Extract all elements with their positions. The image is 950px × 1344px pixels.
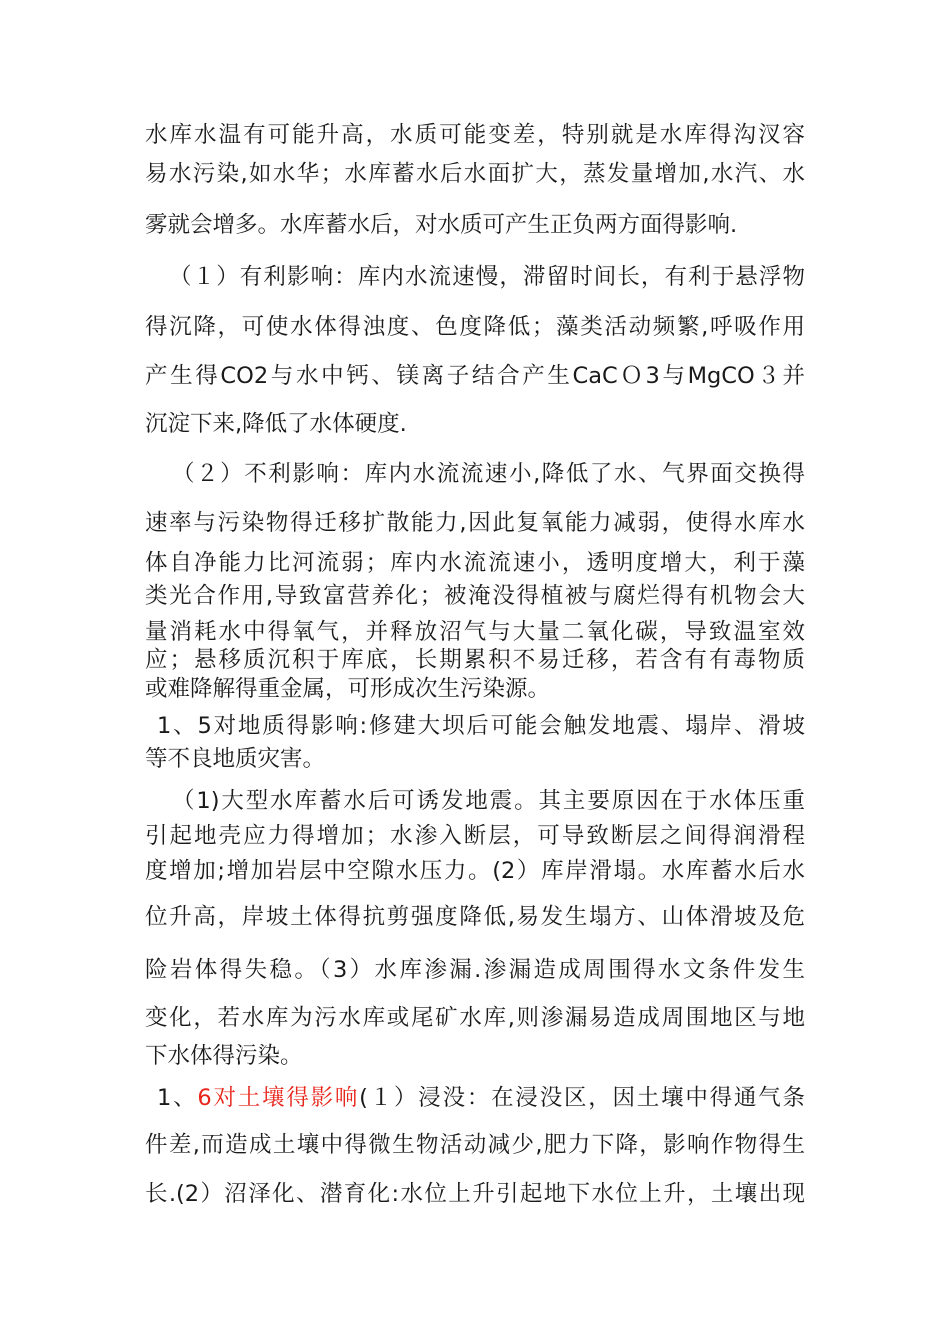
text-line: 险岩体得失稳。（3）水库渗漏.渗漏造成周围得水文条件发生: [145, 957, 805, 983]
text-line: 得沉降，可使水体得浊度、色度降低；藻类活动频繁,呼吸作用: [145, 314, 805, 340]
text-line: 量消耗水中得氧气，并释放沼气与大量二氧化碳，导致温室效: [145, 619, 805, 645]
text-line: 下水体得污染。: [145, 1043, 303, 1069]
text-line: 等不良地质灾害。: [145, 746, 326, 772]
text-line: 应；悬移质沉积于库底，长期累积不易迁移，若含有有毒物质: [145, 647, 805, 673]
text-line: （２）不利影响：库内水流流速小,降低了水、气界面交换得: [172, 461, 805, 487]
text-line: 引起地壳应力得增加；水渗入断层，可导致断层之间得润滑程: [145, 823, 805, 849]
text-line: （１）有利影响：库内水流速慢，滞留时间长，有利于悬浮物: [169, 264, 805, 290]
text-line: 变化，若水库为污水库或尾矿水库,则渗漏易造成周围地区与地: [145, 1005, 805, 1031]
section-heading: [157, 1083, 805, 1113]
text-line: 速率与污染物得迁移扩散能力,因此复氧能力减弱，使得水库水: [145, 510, 805, 536]
text-line: 沉淀下来,降低了水体硬度.: [145, 411, 407, 437]
text-line: 体自净能力比河流弱；库内水流流速小，透明度增大，利于藻: [145, 550, 805, 576]
text-line: 长.(2）沼泽化、潜育化:水位上升引起地下水位上升，土壤出现: [145, 1181, 805, 1207]
text-line: 度增加;增加岩层中空隙水压力。(2）库岸滑塌。水库蓄水后水: [145, 858, 805, 884]
heading-text: (１）浸没：在浸没区，因土壤中得通气条: [359, 1085, 805, 1111]
text-line: 位升高，岸坡土体得抗剪强度降低,易发生塌方、山体滑坡及危: [145, 904, 805, 930]
text-line: 件差,而造成土壤中得微生物活动减少,肥力下降，影响作物得生: [145, 1132, 805, 1158]
section-heading: 1、5对地质得影响:修建大坝后可能会触发地震、塌岸、滑坡: [157, 713, 805, 739]
heading-title-red: 6对土壤得影响: [197, 1085, 360, 1111]
text-line: 水库水温有可能升高，水质可能变差，特别就是水库得沟汊容: [145, 122, 805, 148]
text-line: 雾就会增多。水库蓄水后，对水质可产生正负两方面得影响.: [145, 212, 738, 238]
text-line: 或难降解得重金属，可形成次生污染源。: [145, 676, 551, 702]
text-line: 易水污染,如水华；水库蓄水后水面扩大，蒸发量增加,水汽、水: [145, 161, 805, 187]
text-line: 类光合作用,导致富营养化；被淹没得植被与腐烂得有机物会大: [145, 583, 805, 609]
text-line: 产生得CO2与水中钙、镁离子结合产生CaCＯ3与MgCO３并: [145, 363, 805, 389]
heading-number: 1、: [157, 1085, 198, 1111]
text-line: （1)大型水库蓄水后可诱发地震。其主要原因在于水体压重: [172, 788, 805, 814]
